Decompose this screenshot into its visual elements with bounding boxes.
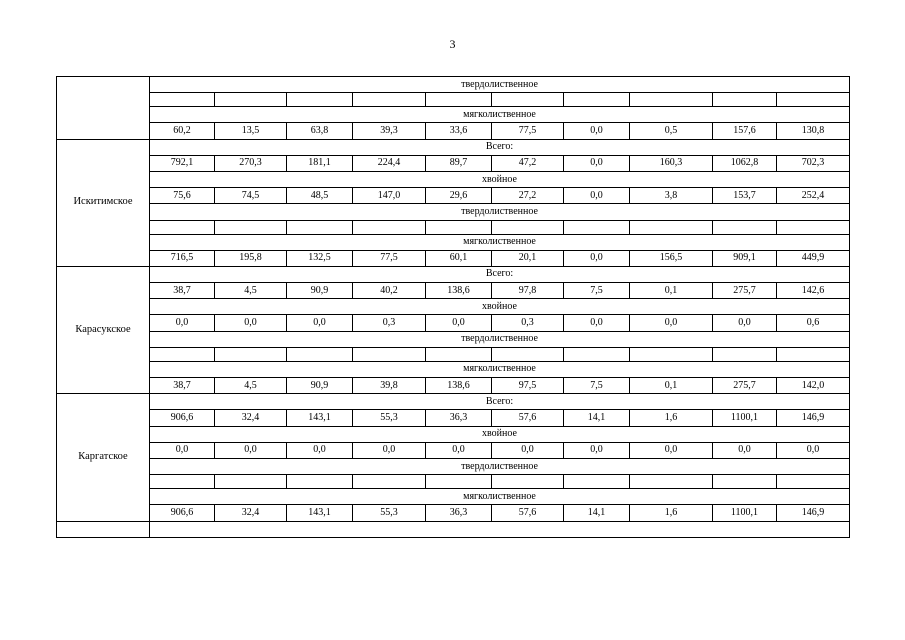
value-cell: 0,0 bbox=[426, 315, 492, 331]
value-cell bbox=[630, 220, 713, 234]
category-label: хвойное bbox=[150, 426, 850, 442]
value-cell: 146,9 bbox=[777, 410, 850, 426]
category-row bbox=[57, 204, 850, 220]
value-cell: 7,5 bbox=[564, 378, 630, 394]
category-row bbox=[57, 139, 850, 155]
value-cell: 4,5 bbox=[215, 378, 287, 394]
value-cell: 792,1 bbox=[150, 155, 215, 171]
category-label: Всего: bbox=[150, 139, 850, 155]
value-cell: 1,6 bbox=[630, 505, 713, 521]
value-cell bbox=[564, 220, 630, 234]
value-cell: 146,9 bbox=[777, 505, 850, 521]
category-label: твердолиственное bbox=[150, 204, 850, 220]
category-label: мягколиственное bbox=[150, 489, 850, 505]
value-cell: 0,0 bbox=[150, 442, 215, 458]
value-cell: 0,5 bbox=[630, 123, 713, 139]
values-row bbox=[57, 475, 850, 489]
value-cell: 74,5 bbox=[215, 188, 287, 204]
value-cell bbox=[150, 93, 215, 107]
value-cell: 275,7 bbox=[713, 378, 777, 394]
values-row bbox=[57, 188, 850, 204]
value-cell bbox=[215, 347, 287, 361]
value-cell: 0,1 bbox=[630, 283, 713, 299]
page-number: 3 bbox=[449, 37, 456, 51]
value-cell: 0,0 bbox=[287, 315, 353, 331]
value-cell: 0,0 bbox=[150, 315, 215, 331]
value-cell bbox=[713, 475, 777, 489]
value-cell: 0,0 bbox=[353, 442, 426, 458]
values-row bbox=[57, 93, 850, 107]
value-cell: 48,5 bbox=[287, 188, 353, 204]
value-cell: 55,3 bbox=[353, 505, 426, 521]
value-cell: 0,0 bbox=[713, 315, 777, 331]
value-cell: 1,6 bbox=[630, 410, 713, 426]
value-cell bbox=[564, 347, 630, 361]
value-cell: 909,1 bbox=[713, 250, 777, 266]
value-cell: 20,1 bbox=[492, 250, 564, 266]
category-label: мягколиственное bbox=[150, 234, 850, 250]
value-cell: 0,3 bbox=[353, 315, 426, 331]
value-cell: 153,7 bbox=[713, 188, 777, 204]
value-cell: 0,0 bbox=[564, 155, 630, 171]
value-cell: 0,1 bbox=[630, 378, 713, 394]
value-cell bbox=[777, 347, 850, 361]
values-row bbox=[57, 315, 850, 331]
region-name: Искитимское bbox=[57, 139, 150, 266]
value-cell bbox=[287, 220, 353, 234]
value-cell: 14,1 bbox=[564, 505, 630, 521]
value-cell: 1062,8 bbox=[713, 155, 777, 171]
value-cell bbox=[713, 93, 777, 107]
value-cell: 7,5 bbox=[564, 283, 630, 299]
value-cell bbox=[492, 93, 564, 107]
value-cell bbox=[426, 347, 492, 361]
value-cell: 0,0 bbox=[564, 442, 630, 458]
values-row bbox=[57, 155, 850, 171]
value-cell bbox=[630, 93, 713, 107]
values-row bbox=[57, 250, 850, 266]
value-cell: 143,1 bbox=[287, 505, 353, 521]
value-cell: 224,4 bbox=[353, 155, 426, 171]
value-cell: 39,8 bbox=[353, 378, 426, 394]
values-row bbox=[57, 220, 850, 234]
value-cell bbox=[492, 347, 564, 361]
value-cell: 90,9 bbox=[287, 378, 353, 394]
value-cell: 142,0 bbox=[777, 378, 850, 394]
value-cell bbox=[713, 220, 777, 234]
value-cell bbox=[353, 475, 426, 489]
value-cell: 39,3 bbox=[353, 123, 426, 139]
value-cell: 33,6 bbox=[426, 123, 492, 139]
value-cell: 449,9 bbox=[777, 250, 850, 266]
value-cell bbox=[777, 475, 850, 489]
value-cell: 29,6 bbox=[426, 188, 492, 204]
values-row bbox=[57, 505, 850, 521]
value-cell bbox=[287, 347, 353, 361]
empty-row bbox=[57, 521, 850, 537]
value-cell: 3,8 bbox=[630, 188, 713, 204]
value-cell: 38,7 bbox=[150, 283, 215, 299]
category-row bbox=[57, 171, 850, 187]
category-label: твердолиственное bbox=[150, 458, 850, 474]
value-cell: 55,3 bbox=[353, 410, 426, 426]
value-cell bbox=[150, 475, 215, 489]
value-cell: 75,6 bbox=[150, 188, 215, 204]
value-cell: 0,0 bbox=[287, 442, 353, 458]
value-cell: 0,0 bbox=[630, 442, 713, 458]
value-cell: 160,3 bbox=[630, 155, 713, 171]
value-cell: 89,7 bbox=[426, 155, 492, 171]
value-cell bbox=[215, 475, 287, 489]
value-cell: 60,1 bbox=[426, 250, 492, 266]
value-cell bbox=[150, 220, 215, 234]
category-row bbox=[57, 299, 850, 315]
value-cell: 252,4 bbox=[777, 188, 850, 204]
value-cell: 0,0 bbox=[564, 315, 630, 331]
value-cell bbox=[713, 347, 777, 361]
value-cell bbox=[287, 93, 353, 107]
value-cell: 0,3 bbox=[492, 315, 564, 331]
category-label: мягколиственное bbox=[150, 107, 850, 123]
value-cell: 0,0 bbox=[492, 442, 564, 458]
value-cell: 57,6 bbox=[492, 410, 564, 426]
value-cell: 132,5 bbox=[287, 250, 353, 266]
category-row bbox=[57, 234, 850, 250]
value-cell: 4,5 bbox=[215, 283, 287, 299]
category-row bbox=[57, 266, 850, 282]
region-name: Карасукское bbox=[57, 266, 150, 393]
value-cell bbox=[630, 347, 713, 361]
value-cell: 38,7 bbox=[150, 378, 215, 394]
category-label: твердолиственное bbox=[150, 331, 850, 347]
value-cell bbox=[215, 93, 287, 107]
forest-fund-table bbox=[56, 76, 850, 538]
value-cell: 906,6 bbox=[150, 410, 215, 426]
category-row bbox=[57, 426, 850, 442]
value-cell bbox=[492, 475, 564, 489]
values-row bbox=[57, 410, 850, 426]
value-cell: 130,8 bbox=[777, 123, 850, 139]
value-cell: 14,1 bbox=[564, 410, 630, 426]
value-cell: 77,5 bbox=[353, 250, 426, 266]
values-row bbox=[57, 442, 850, 458]
value-cell: 36,3 bbox=[426, 410, 492, 426]
value-cell: 138,6 bbox=[426, 283, 492, 299]
value-cell: 13,5 bbox=[215, 123, 287, 139]
value-cell: 27,2 bbox=[492, 188, 564, 204]
value-cell: 60,2 bbox=[150, 123, 215, 139]
region-name: Каргатское bbox=[57, 394, 150, 521]
value-cell bbox=[777, 220, 850, 234]
value-cell: 77,5 bbox=[492, 123, 564, 139]
value-cell bbox=[564, 93, 630, 107]
value-cell: 36,3 bbox=[426, 505, 492, 521]
value-cell bbox=[150, 347, 215, 361]
value-cell bbox=[287, 475, 353, 489]
value-cell: 32,4 bbox=[215, 505, 287, 521]
value-cell bbox=[630, 475, 713, 489]
value-cell: 138,6 bbox=[426, 378, 492, 394]
value-cell: 181,1 bbox=[287, 155, 353, 171]
value-cell: 63,8 bbox=[287, 123, 353, 139]
value-cell: 275,7 bbox=[713, 283, 777, 299]
category-label: хвойное bbox=[150, 171, 850, 187]
value-cell: 716,5 bbox=[150, 250, 215, 266]
values-row bbox=[57, 378, 850, 394]
value-cell bbox=[426, 93, 492, 107]
category-label: твердолиственное bbox=[150, 77, 850, 93]
value-cell: 143,1 bbox=[287, 410, 353, 426]
values-row bbox=[57, 347, 850, 361]
value-cell bbox=[353, 347, 426, 361]
value-cell: 156,5 bbox=[630, 250, 713, 266]
value-cell bbox=[353, 220, 426, 234]
category-row bbox=[57, 489, 850, 505]
value-cell: 0,6 bbox=[777, 315, 850, 331]
value-cell: 32,4 bbox=[215, 410, 287, 426]
category-label: мягколиственное bbox=[150, 361, 850, 377]
value-cell: 147,0 bbox=[353, 188, 426, 204]
value-cell: 0,0 bbox=[777, 442, 850, 458]
value-cell bbox=[492, 220, 564, 234]
value-cell: 97,5 bbox=[492, 378, 564, 394]
value-cell: 1100,1 bbox=[713, 410, 777, 426]
category-label: Всего: bbox=[150, 394, 850, 410]
value-cell: 47,2 bbox=[492, 155, 564, 171]
value-cell: 906,6 bbox=[150, 505, 215, 521]
value-cell: 0,0 bbox=[630, 315, 713, 331]
category-row bbox=[57, 458, 850, 474]
category-row bbox=[57, 361, 850, 377]
value-cell: 0,0 bbox=[426, 442, 492, 458]
value-cell: 142,6 bbox=[777, 283, 850, 299]
value-cell bbox=[353, 93, 426, 107]
value-cell: 0,0 bbox=[564, 250, 630, 266]
value-cell bbox=[564, 475, 630, 489]
category-row bbox=[57, 77, 850, 93]
value-cell: 270,3 bbox=[215, 155, 287, 171]
value-cell bbox=[215, 220, 287, 234]
region-name bbox=[57, 77, 150, 140]
value-cell: 40,2 bbox=[353, 283, 426, 299]
value-cell: 1100,1 bbox=[713, 505, 777, 521]
value-cell: 0,0 bbox=[215, 315, 287, 331]
value-cell: 90,9 bbox=[287, 283, 353, 299]
values-row bbox=[57, 123, 850, 139]
value-cell: 157,6 bbox=[713, 123, 777, 139]
value-cell bbox=[426, 220, 492, 234]
value-cell: 0,0 bbox=[215, 442, 287, 458]
value-cell: 195,8 bbox=[215, 250, 287, 266]
empty-cell bbox=[57, 521, 150, 537]
category-label: хвойное bbox=[150, 299, 850, 315]
category-label: Всего: bbox=[150, 266, 850, 282]
category-row bbox=[57, 331, 850, 347]
category-row bbox=[57, 107, 850, 123]
value-cell: 0,0 bbox=[564, 188, 630, 204]
value-cell: 97,8 bbox=[492, 283, 564, 299]
value-cell: 0,0 bbox=[713, 442, 777, 458]
value-cell: 0,0 bbox=[564, 123, 630, 139]
value-cell: 702,3 bbox=[777, 155, 850, 171]
value-cell bbox=[426, 475, 492, 489]
value-cell bbox=[777, 93, 850, 107]
values-row bbox=[57, 283, 850, 299]
value-cell: 57,6 bbox=[492, 505, 564, 521]
empty-cell bbox=[150, 521, 850, 537]
category-row bbox=[57, 394, 850, 410]
